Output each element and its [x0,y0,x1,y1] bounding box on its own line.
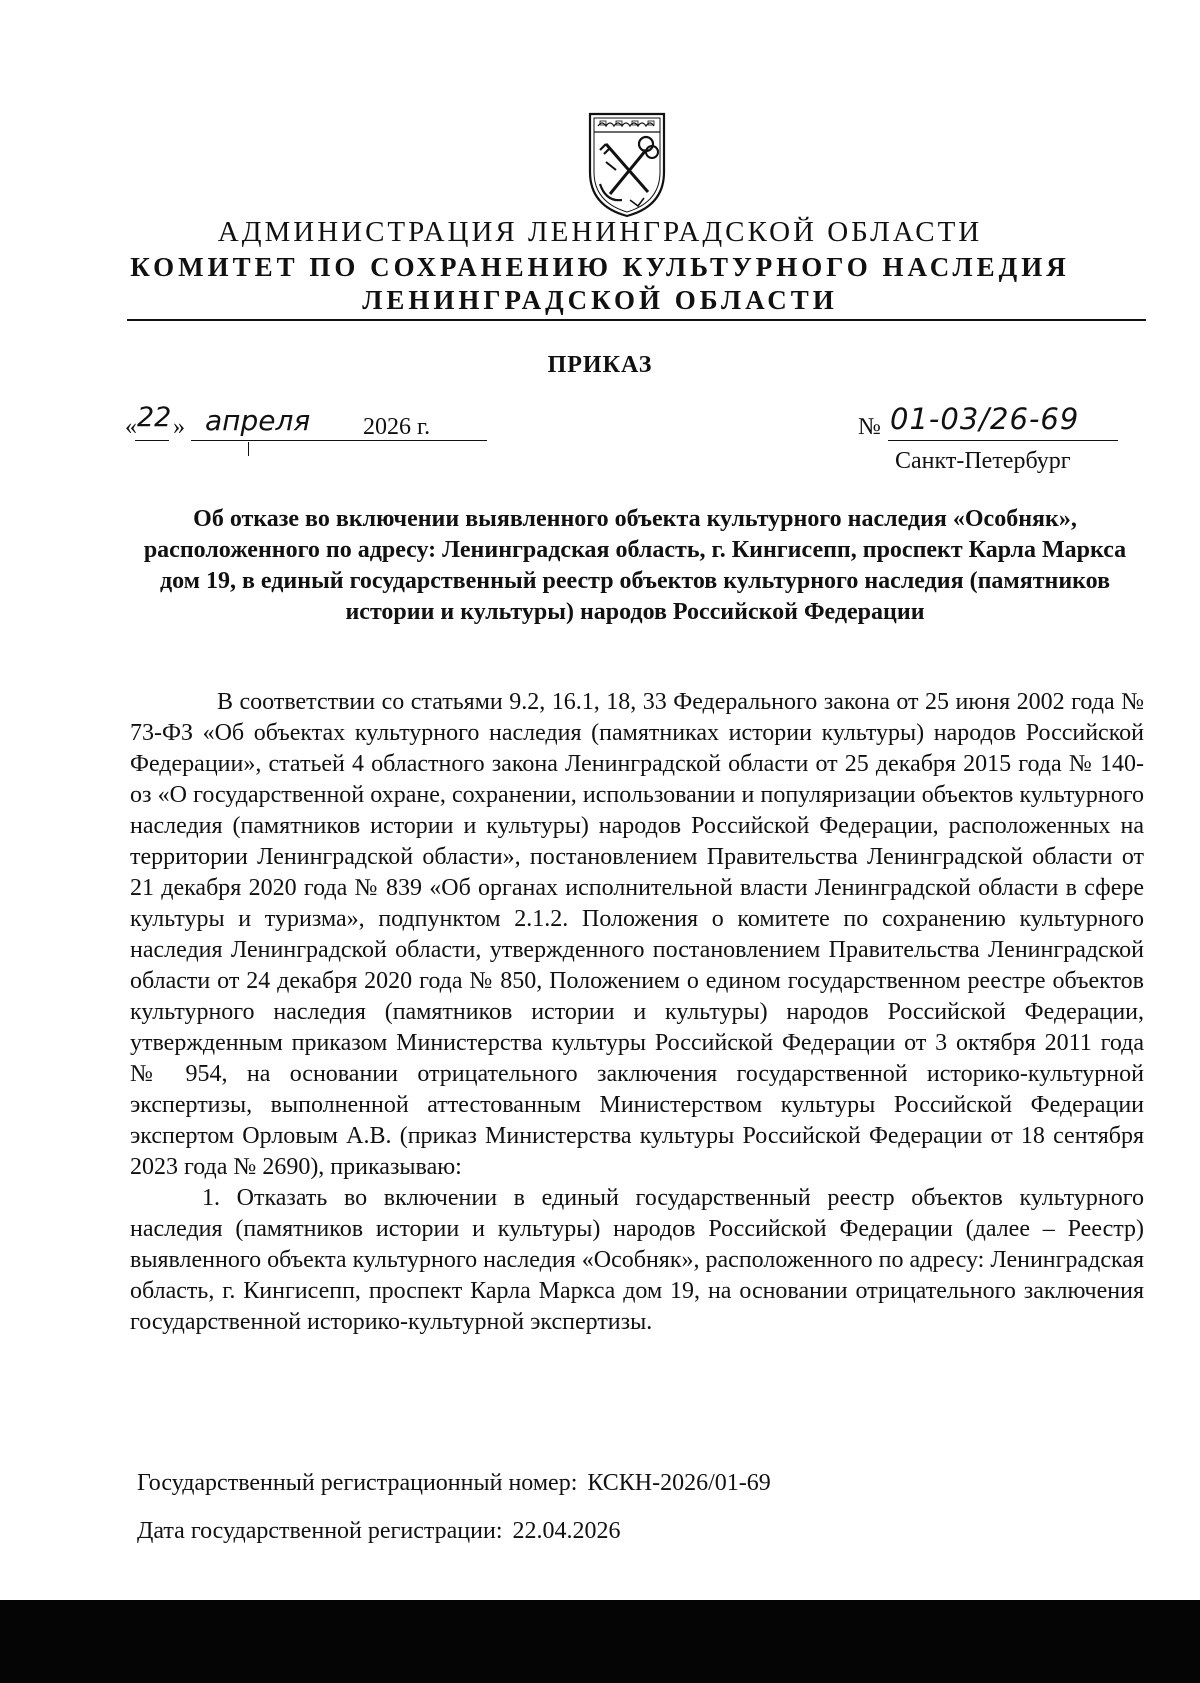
number-sign: № [858,414,881,440]
registration-date-value: 22.04.2026 [512,1518,621,1544]
document-number [858,402,1118,448]
document-date [125,402,455,446]
document-title: Об отказе во включении выявленного объекта культурного наследия «Особняк», расположенного по адресу: Ленинградская область, г. Кингисепп, проспект Карла Маркса дом 19, в единый государственный реестр объектов культурного наследия (памятников истории и культуры) народов Российской Федерации [143,506,1127,625]
administration-header: АДМИНИСТРАЦИЯ ЛЕНИНГРАДСКОЙ ОБЛАСТИ [217,216,983,248]
underline-tick [248,442,249,456]
scan-bottom-edge [0,1600,1200,1683]
number-underline [888,440,1118,441]
registration-date-label: Дата государственной регистрации: [137,1518,503,1544]
region-header: ЛЕНИНГРАДСКОЙ ОБЛАСТИ [362,285,838,315]
date-year: 2026 г. [363,414,431,440]
registration-number-value: КСКН-2026/01-69 [587,1470,771,1496]
date-month: апреля [205,404,311,437]
registration-number [137,1470,771,1497]
month-underline [191,440,487,441]
registration-date [137,1518,621,1545]
quote-close: » [173,414,185,440]
day-underline [135,440,169,441]
date-day: 22 [137,402,172,433]
committee-header: КОМИТЕТ ПО СОХРАНЕНИЮ КУЛЬТУРНОГО НАСЛЕДИЯ [130,252,1070,282]
number-value: 01-03/26-69 [890,402,1080,436]
preamble-paragraph: В соответствии со статьями 9.2, 16.1, 18, 33 Федерального закона от 25 июня 2002 года № 73-ФЗ «Об объектах культурного наследия (памятниках истории культуры) народов Российской Федерации», статьей 4 областного закона Ленинградской области от 25 декабря 2015 года № 140-оз «О государственной охране, сохранении, использовании и популяризации объектов культурного наследия (памятников истории и культуры) народов Российской Федерации, расположенных на территории Ленинградской области», постановлением Правительства Ленинградской области от 21 декабря 2020 года № 839 «Об органах исполнительной власти Ленинградской области в сфере культуры и туризма», подпунктом 2.1.2. Положения о комитете по сохранению культурного наследия Ленинградской области, утвержденного постановлением Правительства Ленинградской области от 24 декабря 2020 года № 850, Положением о едином государственном реестре объектов культурного наследия (памятников истории и культуры) народов Российской Федерации, утвержденным приказом Министерства культуры Российской Федерации от 3 октября 2011 года № 954, на основании отрицательного заключения государственной историко-культурной экспертизы, выполненной аттестованным Министерством культуры Российской Федерации экспертом Орловым А.В. (приказ Министерства культуры Российской Федерации от 18 сентября 2023 года № 2690), приказываю: [130,689,1144,1180]
registration-number-label: Государственный регистрационный номер: [137,1470,578,1496]
quote-open: « [125,414,137,440]
document-type: ПРИКАЗ [547,352,653,378]
order-item-1: 1. Отказать во включении в единый государственный реестр объектов культурного наследия (памятников истории и культуры) народов Российской Федерации (далее – Реестр) выявленного объекта культурного наследия «Особняк», расположенного по адресу: Ленинградская область, г. Кингисепп, проспект Карла Маркса дом 19, на основании отрицательного заключения государственной историко-культурной экспертизы. [130,1185,1144,1335]
header-divider [127,319,1146,321]
coat-of-arms-emblem [586,110,668,220]
document-city: Санкт-Петербург [895,448,1071,474]
document-body [130,687,1144,1338]
